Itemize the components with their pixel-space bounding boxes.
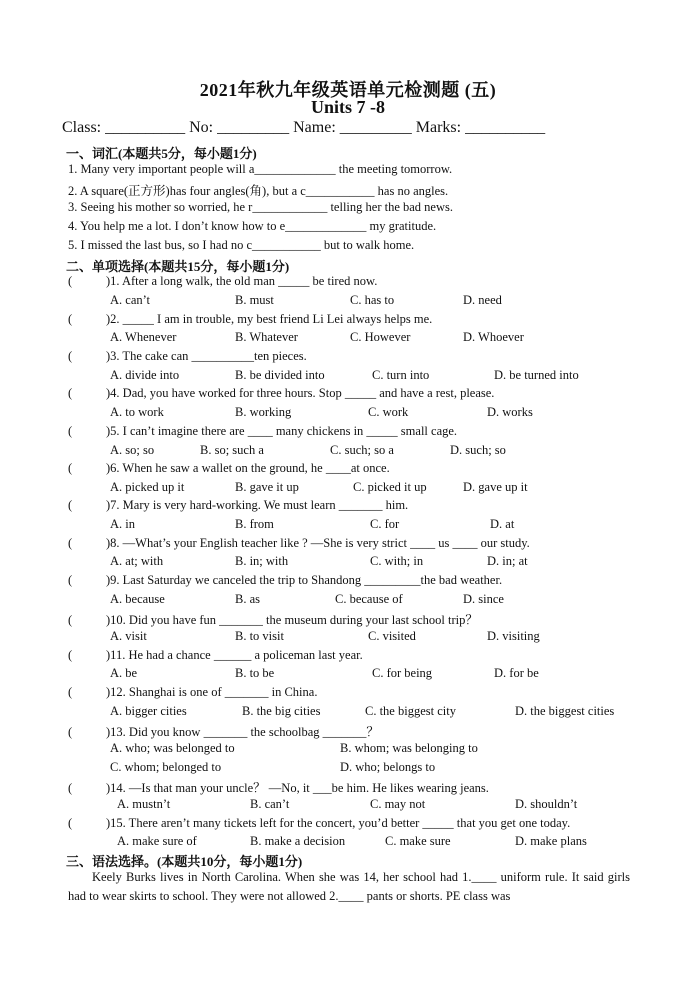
question-text: )1. After a long walk, the old man _____ be tired now. [106, 274, 378, 288]
vocab-item-3: 3. Seeing his mother so worried, he r____________ telling her the bad news. [68, 200, 453, 214]
q6-option-b: B. gave it up [235, 480, 299, 494]
answer-paren: ( [68, 461, 73, 475]
question-text: )8. —What’s your English teacher like ? —She is very strict ____ us ____ our study. [106, 536, 530, 550]
q5-option-a: A. so; so [110, 443, 155, 457]
question-text: )10. Did you have fun _______ the museum during your last school trip？ [106, 613, 478, 627]
question-9 [68, 573, 502, 588]
q4-option-d: D. works [487, 405, 533, 419]
section-1-heading: 一、词汇(本题共5分，每小题1分) [66, 146, 257, 161]
vocab-item-2: 2. A square(正方形)has four angles(角), but a c___________ has no angles. [68, 184, 449, 198]
question-12 [68, 685, 317, 700]
answer-paren: ( [68, 573, 73, 587]
q11-option-a: A. be [110, 666, 138, 680]
q10-option-d: D. visiting [487, 629, 540, 643]
q12-option-a: A. bigger cities [110, 704, 187, 718]
answer-paren: ( [68, 648, 73, 662]
question-text: )15. There aren’t many tickets left for the concert, you’d better _____ that you get one today. [106, 816, 571, 830]
answer-paren: ( [68, 536, 73, 550]
answer-paren: ( [68, 386, 73, 400]
question-text: )5. I can’t imagine there are ____ many chickens in _____ small cage. [106, 424, 458, 438]
question-6 [68, 461, 390, 476]
q10-option-c: C. visited [368, 629, 416, 643]
question-10 [68, 610, 478, 628]
grammar-passage: Keely Burks lives in North Carolina. When she was 14, her school had 1.____ uniform rule. It said girls had to wear skirts to school. They were not allowed 2.____ pants or shorts. PE class was [68, 870, 630, 903]
q9-option-c: C. because of [335, 592, 403, 606]
q13-option-a: A. who; was belonged to [110, 741, 235, 755]
q5-option-d: D. such; so [450, 443, 506, 457]
q6-option-d: D. gave up it [463, 480, 528, 494]
question-3 [68, 349, 307, 364]
q5-option-b: B. so; such a [200, 443, 264, 457]
question-11 [68, 648, 363, 663]
answer-paren: ( [68, 613, 73, 627]
q6-option-c: C. picked it up [353, 480, 427, 494]
question-1 [68, 274, 377, 289]
question-14 [68, 778, 489, 796]
question-text: )14. —Is that man your uncle？ —No, it ___be him. He likes wearing jeans. [106, 781, 489, 795]
page-subtitle: Units 7 -8 [310, 97, 385, 117]
q1-option-a: A. can’t [110, 293, 151, 307]
q7-option-a: A. in [110, 517, 135, 531]
question-text: )7. Mary is very hard-working. We must learn _______ him. [106, 498, 409, 512]
q1-option-d: D. need [463, 293, 502, 307]
q7-option-c: C. for [370, 517, 400, 531]
q4-option-c: C. work [368, 405, 409, 419]
q8-option-c: C. with; in [370, 554, 424, 568]
q2-option-c: C. However [350, 330, 411, 344]
question-text: )6. When he saw a wallet on the ground, he ____at once. [106, 461, 390, 475]
q2-option-b: B. Whatever [235, 330, 298, 344]
q9-option-b: B. as [235, 592, 260, 606]
q3-option-d: D. be turned into [494, 368, 579, 382]
q13-option-c: C. whom; belonged to [110, 760, 222, 774]
answer-paren: ( [68, 816, 73, 830]
q12-option-c: C. the biggest city [365, 704, 456, 718]
section-2-heading: 二、单项选择(本题共15分，每小题1分) [66, 259, 290, 274]
q4-option-a: A. to work [110, 405, 164, 419]
q8-option-a: A. at; with [110, 554, 164, 568]
q15-option-a: A. make sure of [117, 834, 197, 848]
section-3-heading: 三、语法选择。(本题共10分，每小题1分) [66, 854, 303, 869]
q14-option-a: A. mustn’t [117, 797, 171, 811]
q2-option-a: A. Whenever [110, 330, 177, 344]
q10-option-a: A. visit [110, 629, 147, 643]
q7-option-d: D. at [490, 517, 515, 531]
q12-option-b: B. the big cities [242, 704, 321, 718]
vocab-item-5: 5. I missed the last bus, so I had no c___________ but to walk home. [68, 238, 415, 252]
q15-option-d: D. make plans [515, 834, 587, 848]
question-text: )4. Dad, you have worked for three hours. Stop _____ and have a rest, please. [106, 386, 495, 400]
q14-option-d: D. shouldn’t [515, 797, 578, 811]
vocab-item-1: 1. Many very important people will a_____________ the meeting tomorrow. [68, 162, 453, 176]
answer-paren: ( [68, 274, 73, 288]
answer-paren: ( [68, 498, 73, 512]
q3-option-b: B. be divided into [235, 368, 325, 382]
question-5 [68, 424, 457, 439]
q14-option-c: C. may not [370, 797, 426, 811]
q2-option-d: D. Whoever [463, 330, 524, 344]
q15-option-b: B. make a decision [250, 834, 346, 848]
question-13 [68, 722, 379, 740]
question-text: )2. _____ I am in trouble, my best friend Li Lei always helps me. [106, 312, 433, 326]
q9-option-a: A. because [110, 592, 165, 606]
q13-option-b: B. whom; was belonging to [340, 741, 478, 755]
q8-option-d: D. in; at [487, 554, 528, 568]
question-text: )3. The cake can __________ten pieces. [106, 349, 307, 363]
q11-option-c: C. for being [372, 666, 433, 680]
q6-option-a: A. picked up it [110, 480, 185, 494]
student-info-line: Class: __________ No: _________ Name: _________ Marks: __________ [62, 119, 546, 136]
answer-paren: ( [68, 781, 73, 795]
q3-option-a: A. divide into [110, 368, 180, 382]
q5-option-c: C. such; so a [330, 443, 394, 457]
question-text: )9. Last Saturday we canceled the trip to Shandong _________the bad weather. [106, 573, 503, 587]
answer-paren: ( [68, 424, 73, 438]
page-title: 2021年秋九年级英语单元检测题 (五) [199, 80, 497, 100]
question-2 [68, 312, 432, 327]
question-text: )11. He had a chance ______ a policeman last year. [106, 648, 363, 662]
q10-option-b: B. to visit [235, 629, 284, 643]
question-text: )13. Did you know _______ the schoolbag _______？ [106, 725, 379, 739]
answer-paren: ( [68, 349, 73, 363]
q13-option-d: D. who; belongs to [340, 760, 436, 774]
question-15 [68, 816, 570, 831]
q15-option-c: C. make sure [385, 834, 451, 848]
question-4 [68, 386, 494, 401]
q12-option-d: D. the biggest cities [515, 704, 615, 718]
question-7 [68, 498, 408, 513]
answer-paren: ( [68, 725, 73, 739]
q8-option-b: B. in; with [235, 554, 289, 568]
q11-option-d: D. for be [494, 666, 539, 680]
q1-option-b: B. must [235, 293, 274, 307]
question-8 [68, 536, 530, 551]
q11-option-b: B. to be [235, 666, 275, 680]
q1-option-c: C. has to [350, 293, 395, 307]
answer-paren: ( [68, 685, 73, 699]
q4-option-b: B. working [235, 405, 292, 419]
q9-option-d: D. since [463, 592, 504, 606]
vocab-item-4: 4. You help me a lot. I don’t know how to e_____________ my gratitude. [68, 219, 437, 233]
q3-option-c: C. turn into [372, 368, 430, 382]
q7-option-b: B. from [235, 517, 274, 531]
answer-paren: ( [68, 312, 73, 326]
question-text: )12. Shanghai is one of _______ in China. [106, 685, 318, 699]
q14-option-b: B. can’t [250, 797, 290, 811]
